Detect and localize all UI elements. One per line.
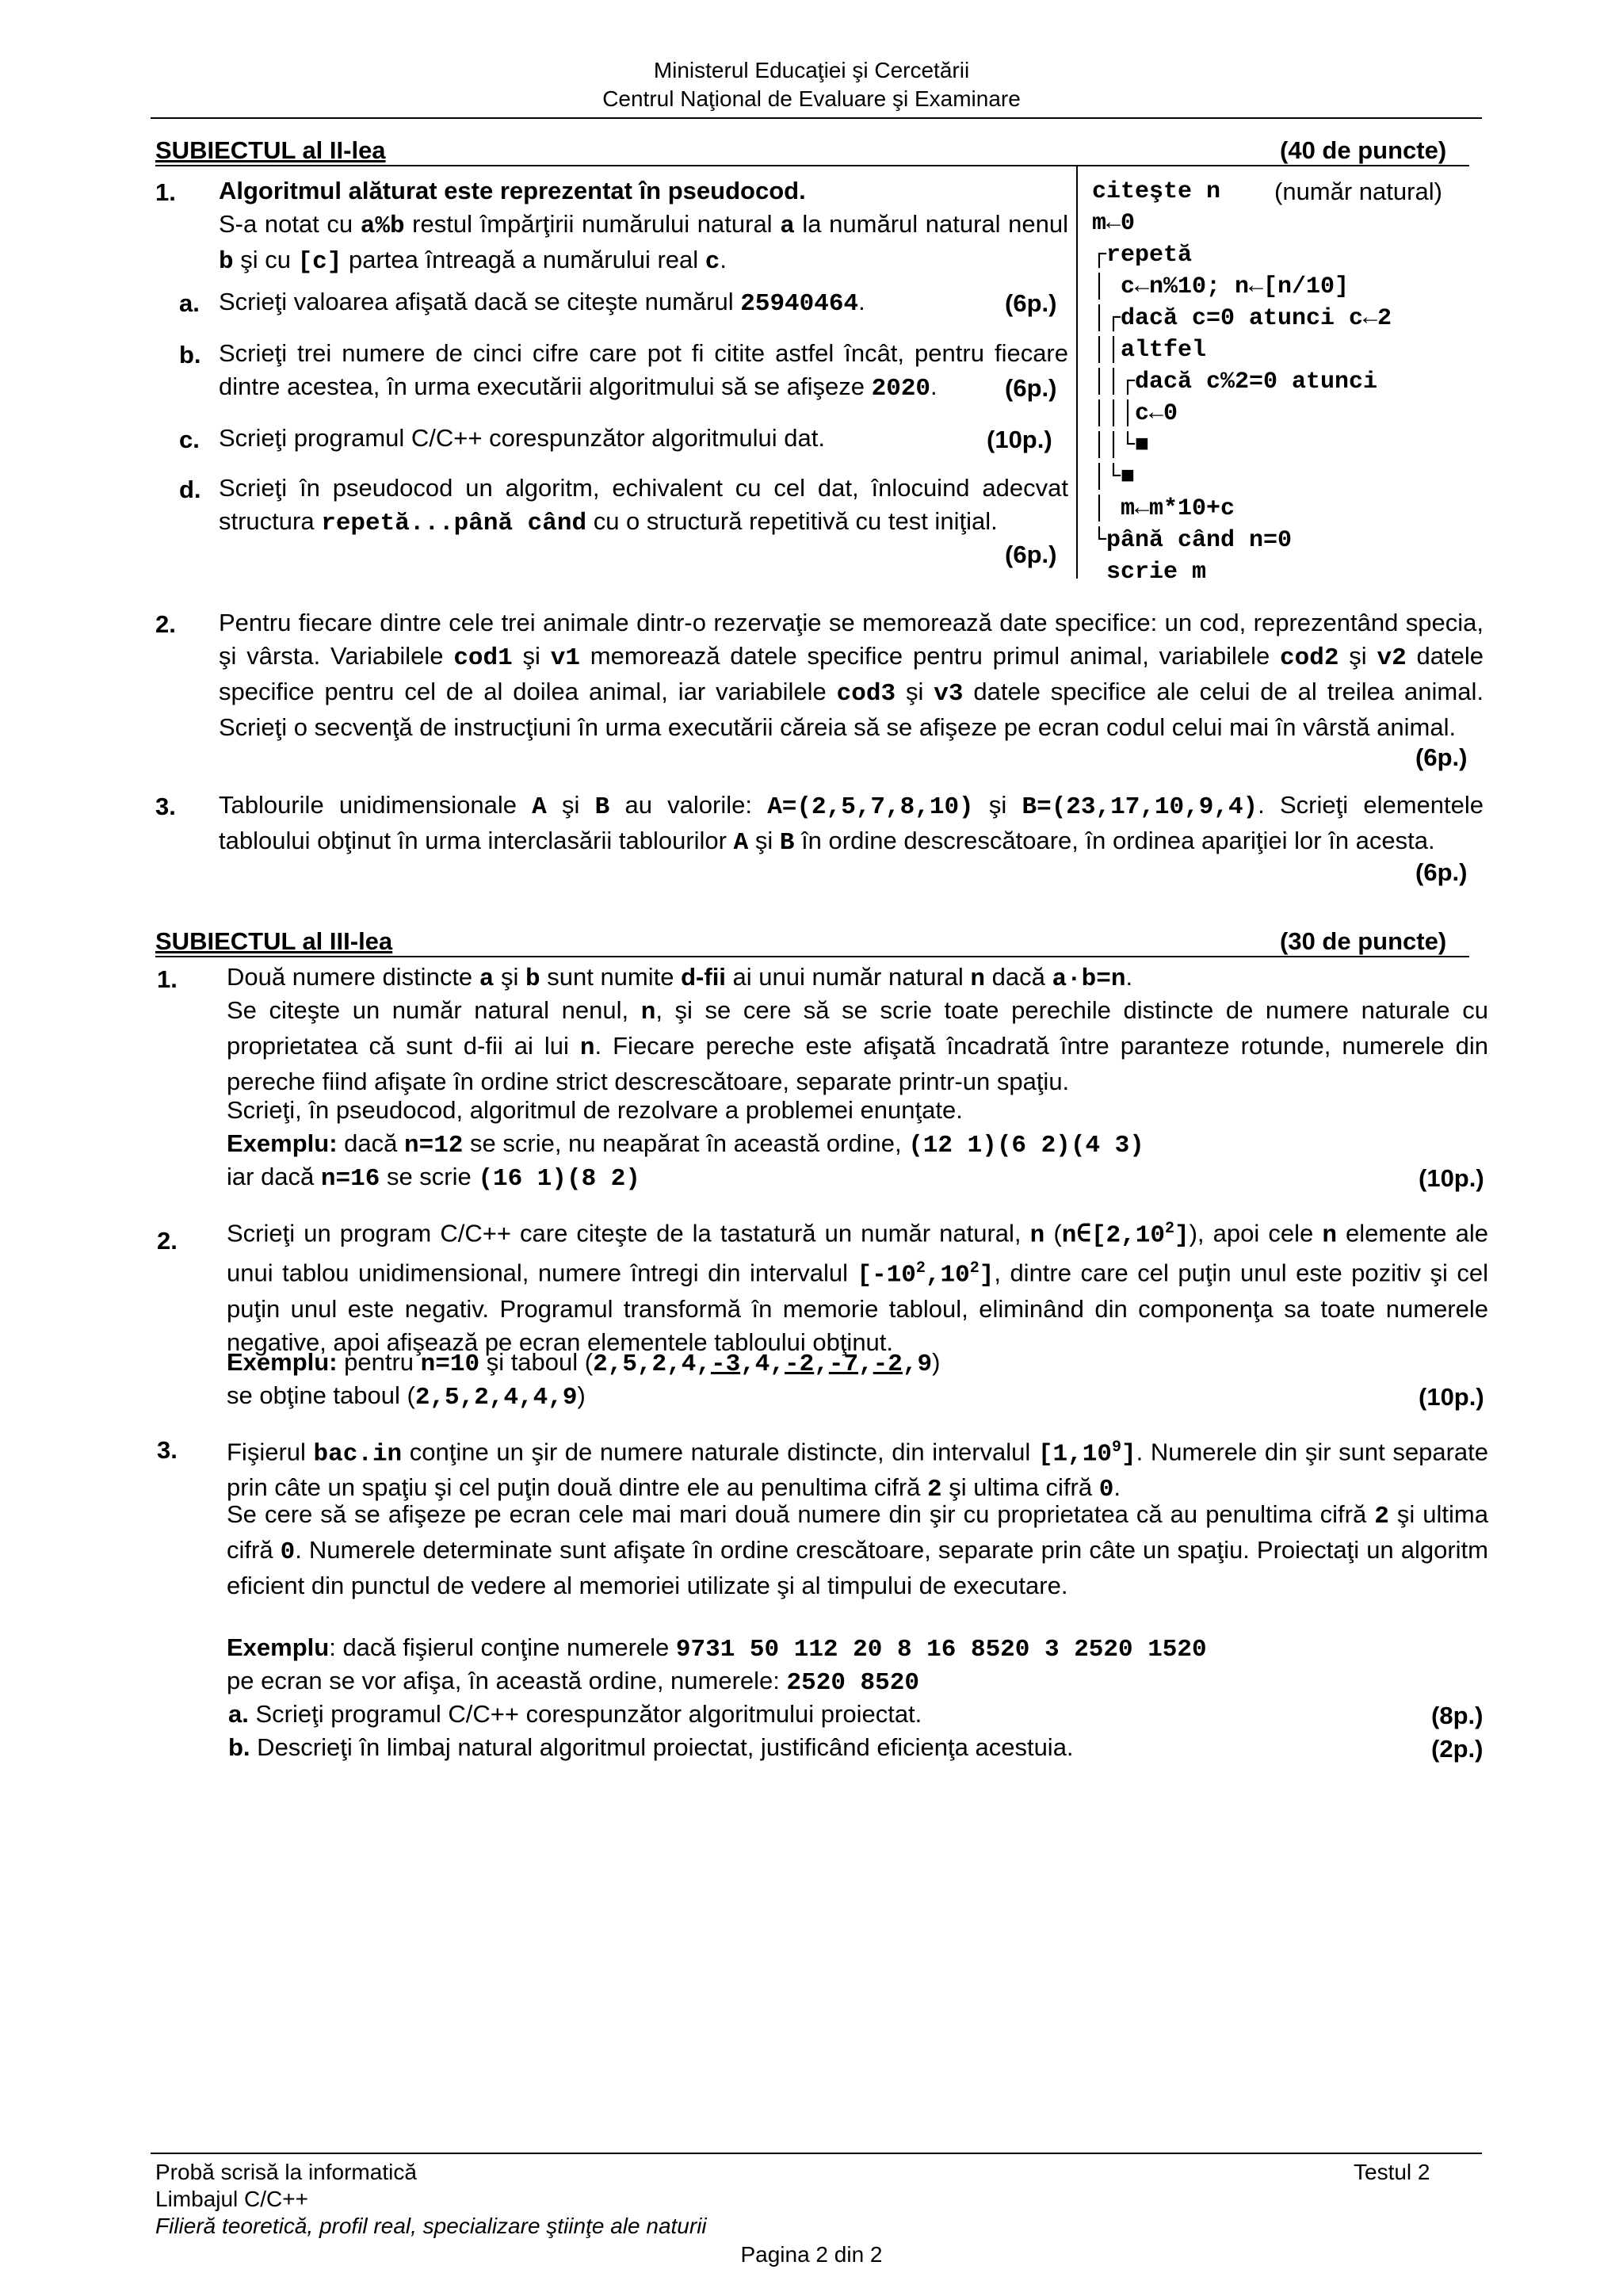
s2-q2-text: Pentru fiecare dintre cele trei animale dintr-o rezervaţie se memorează date specifice: un cod, reprezentând specia, şi vârsta. Variabilele cod1 şi v1 memorează datele specifice pentru primul animal, variabilele cod2 şi v2 datele specifice pentru cel de al doilea animal, iar variabilele cod3 şi v3 datele specifice ale celui de al treilea animal. Scrieţi o secvenţă de instrucţiuni în urma executării căreia să se afişeze pe ecran codul celui mai în vârstă animal. (219, 609, 1484, 741)
s2-q3-points: (6p.) (1415, 858, 1468, 886)
sequence-element: 5 (622, 1350, 637, 1378)
s2-q1-a-label: a. (179, 289, 200, 317)
section-3-points: (30 de puncte) (1280, 927, 1447, 955)
footer-language: Limbajul C/C++ (155, 2187, 308, 2211)
s3-q3-number: 3. (157, 1436, 178, 1464)
s2-q1-c-label: c. (179, 426, 200, 453)
s2-q1-b-label: b. (179, 341, 201, 369)
footer-rule (151, 2153, 1482, 2154)
s3-q1-para3: Scrieţi, în pseudocod, algoritmul de rezolvare a problemei enunţate. (227, 1096, 963, 1124)
pseudocode-line: citeşte n (1092, 178, 1221, 205)
s3-q3-a-points: (8p.) (1431, 1702, 1484, 1729)
s2-q1-a-points: (6p.) (1005, 289, 1057, 317)
header-center: Centrul Naţional de Evaluare şi Examinare (602, 86, 1021, 111)
s2-q2-points: (6p.) (1415, 743, 1468, 771)
pseudocode-line: ││┌dacă c%2=0 atunci (1092, 369, 1378, 395)
s2-q2-number: 2. (155, 610, 176, 638)
s3-q2-text: Scrieţi un program C/C++ care citeşte de la tastatură un număr natural, n (n∈[2,10$^2$]), apoi cele n elemente ale unui tablou unidimensional, numere întregi din intervalul $[-10^2,10^2]$, dintre care cel puţin unul este pozitiv şi cel puţin unul este negativ. Programul transformă în memorie tabloul, eliminând din componenţa sa toate numerele negative, apoi afişează pe ecran elementele tabloului obţinut. (227, 1219, 1489, 1356)
s3-q3-b: b. Descrieţi în limbaj natural algoritmul proiectat, justificând eficienţa acestuia. (228, 1733, 1074, 1761)
footer-test: Testul 2 (1354, 2160, 1430, 2184)
sequence-element: 9 (917, 1350, 933, 1378)
s2-q1-a-text: Scrieţi valoarea afişată dacă se citeşte numărul 25940464. (219, 288, 865, 318)
sequence-element: -3 (710, 1350, 741, 1378)
header-ministry: Ministerul Educaţiei şi Cercetării (653, 58, 970, 82)
pseudocode-line: m←0 (1092, 210, 1136, 237)
s3-q3-text: Fişierul bac.in conţine un şir de numere naturale distincte, din intervalul [1,10$^9$]. Numerele din şir sunt separate prin câte un spaţiu şi cel puţin două dintre ele au penultima cifră 2 şi ultima cifră 0. (227, 1438, 1489, 1504)
footer-track: Filieră teoretică, profil real, specializare ştiinţe ale naturii (155, 2214, 707, 2238)
section-2-rule (155, 165, 1469, 166)
pseudocode-separator (1076, 166, 1078, 579)
section-3-title: SUBIECTUL al III-lea (155, 927, 393, 955)
sequence-element: -7 (828, 1350, 859, 1378)
s3-q1-number: 1. (157, 965, 178, 993)
s3-q3-example2: pe ecran se vor afişa, în această ordine, numerele: 2520 8520 (227, 1667, 919, 1697)
footer-page: Pagina 2 din 2 (740, 2242, 883, 2267)
s2-q1-b-text: Scrieţi trei numere de cinci cifre care pot fi citite astfel încât, pentru fiecare dintre acestea, în urma executării algoritmului să se afişeze 2020. (219, 339, 1068, 403)
sequence-element: 4 (754, 1350, 770, 1378)
pseudocode-line: │ m←m*10+c (1092, 495, 1235, 522)
s2-q1-number: 1. (155, 178, 176, 206)
s3-q3-para2: Se cere să se afişeze pe ecran cele mai mari două numere din şir cu proprietatea că au penultima cifră 2 şi ultima cifră 0. Numerele determinate sunt afişate în ordine crescătoare, separate prin câte un spaţiu. Proiectaţi un algoritm eficient din punctul de vedere al memoriei utilizate şi al timpului de executare. (227, 1500, 1488, 1599)
sequence-element: -2 (873, 1350, 903, 1378)
section-3-rule (155, 956, 1469, 957)
s3-q3-b-points: (2p.) (1431, 1735, 1484, 1763)
section-2-points: (40 de puncte) (1280, 136, 1447, 164)
s3-q1-example2: iar dacă n=16 se scrie (16 1)(8 2) (227, 1163, 640, 1193)
s2-q1-d-label: d. (179, 476, 201, 503)
pseudocode-line: │└■ (1092, 464, 1136, 491)
s3-q2-points: (10p.) (1419, 1383, 1484, 1411)
s3-q1-line1: Două numere distincte a şi b sunt numite d-fii ai unui număr natural n dacă a·b=n. (227, 963, 1133, 993)
s2-q3-text: Tablourile unidimensionale A şi B au valorile: A=(2,5,7,8,10) şi B=(23,17,10,9,4). Scrieţi elementele tabloului obţinut în urma interclasării tablourilor A şi B în ordine descrescătoare, în ordinea apariţiei lor în acesta. (219, 791, 1484, 857)
s3-q2-number: 2. (157, 1227, 178, 1255)
s3-q3-a: a. Scrieţi programul C/C++ corespunzător algoritmului proiectat. (228, 1700, 922, 1728)
s3-q1-points: (10p.) (1419, 1164, 1484, 1192)
sequence-element: 2 (593, 1350, 608, 1378)
s3-q3-example1: Exemplu: dacă fişierul conţine numerele 9731 50 112 20 8 16 8520 3 2520 1520 (227, 1633, 1207, 1664)
s3-q1-example1: Exemplu: dacă n=12 se scrie, nu neapărat în această ordine, (12 1)(6 2)(4 3) (227, 1129, 1144, 1159)
s2-q1-intro: S-a notat cu a%b restul împărţirii numărului natural a la numărul natural nenul b şi cu [c] partea întreagă a numărului real c. (219, 210, 1068, 276)
s3-q2-example2: se obţine taboul (2,5,2,4,4,9) (227, 1381, 586, 1412)
pseudocode-line: │ c←n%10; n←[n/10] (1092, 273, 1350, 300)
pseudocode-block (1092, 176, 1392, 588)
s2-q1-c-points: (10p.) (987, 426, 1052, 453)
pseudocode-note: (număr natural) (1274, 178, 1442, 205)
s2-q1-d-points: (6p.) (1005, 541, 1057, 568)
pseudocode-line: ││altfel (1092, 337, 1207, 364)
s3-q2-example1: Exemplu: pentru n=10 şi taboul (2,5,2,4,-3,4,-2,-7,-2,9) (227, 1348, 941, 1378)
s2-q1-d-text: Scrieţi în pseudocod un algoritm, echivalent cu cel dat, înlocuind adecvat structura repetă...până când cu o structură repetitivă cu test iniţial. (219, 474, 1068, 537)
sequence-element: 4 (681, 1350, 697, 1378)
s2-q1-b-points: (6p.) (1005, 374, 1057, 402)
pseudocode-line: │││c←0 (1092, 400, 1178, 427)
footer-exam: Probă scrisă la informatică (155, 2160, 417, 2184)
pseudocode-line: └până când n=0 (1092, 527, 1293, 554)
sequence-element: 2 (651, 1350, 667, 1378)
header-rule (151, 117, 1482, 119)
s2-q1-c-text: Scrieţi programul C/C++ corespunzător algoritmului dat. (219, 424, 826, 452)
section-2-title: SUBIECTUL al II-lea (155, 136, 386, 164)
s2-q1-heading: Algoritmul alăturat este reprezentat în pseudocod. (219, 177, 806, 204)
pseudocode-line: ┌repetă (1092, 242, 1193, 269)
pseudocode-line: ││└■ (1092, 432, 1150, 459)
pseudocode-line: scrie m (1092, 559, 1207, 586)
sequence-element: -2 (785, 1350, 815, 1378)
s3-q1-para2: Se citeşte un număr natural nenul, n, şi se cere să se scrie toate perechile distincte de numere naturale cu proprietatea că sunt d-fii ai lui n. Fiecare pereche este afişată încadrată între paranteze rotunde, numerele din pereche fiind afişate în ordine strict descrescătoare, separate printr-un spaţiu. (227, 996, 1488, 1095)
s2-q3-number: 3. (155, 793, 176, 820)
pseudocode-line: │┌dacă c=0 atunci c←2 (1092, 305, 1392, 332)
